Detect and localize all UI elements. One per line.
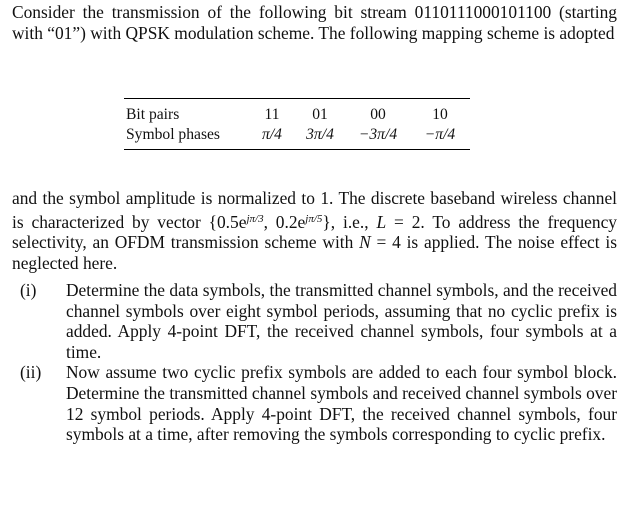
intro-paragraph [12,2,617,43]
symbol-N: N [359,232,371,253]
body-paragraph [12,188,617,273]
phase-cell: −3π/4 [358,126,398,143]
bit-pair-cell: 11 [264,106,280,123]
question-list [12,280,617,445]
symbol-phases-label: Symbol phases [126,126,220,143]
body-text-5: = 4 is applied. The noise effect is neglected here. [12,232,617,273]
phase-cell: 3π/4 [306,126,334,143]
item-number: (i) [20,280,37,300]
list-item [12,362,617,444]
symbol-L: L [376,211,387,232]
phase-cell: −π/4 [424,126,456,143]
bit-pairs-label: Bit pairs [126,106,180,123]
bit-pairs-row [124,105,470,125]
bit-pair-cell: 10 [432,106,448,123]
intro-text: Consider the transmission of the following bit stream 0110111000101100 (starting with “01”) with QPSK modulation scheme. The following mapping scheme is adopted [12,2,617,43]
mapping-table [124,98,470,150]
phase-cell: π/4 [262,126,282,143]
exponent-1: jπ/3 [246,212,264,225]
symbol-phases-row [124,125,470,145]
list-item [12,280,617,362]
body-text-3: }, i.e., [322,211,377,232]
bit-pair-cell: 00 [370,106,386,123]
item-number: (ii) [20,362,42,383]
bit-pair-cell: 01 [312,106,328,123]
body-text-2: , 0.2e [263,211,306,232]
exponent-2: jπ/5 [305,212,323,225]
item-text: Now assume two cyclic prefix symbols are added to each four symbol block. Determine the transmitted channel symbols and received channel symbols over 12 symbol periods. Apply 4-point DFT, the received channel symbols, four symbols at a time, after removing the symbols corresponding to cyclic prefix. [66,362,618,445]
body-text-1: and the symbol amplitude is normalized to 1. The discrete baseband wireless channel is characterized by vector {0.5e [12,188,617,232]
item-text: Determine the data symbols, the transmitted channel symbols, and the received channel symbols over eight symbol periods, assuming that no cyclic prefix is added. Apply 4-point DFT, the received channel symbols, four symbols at a time. [66,280,617,362]
body-text-4: = 2. To address the frequency selectivity, an OFDM transmission scheme with [12,211,618,253]
